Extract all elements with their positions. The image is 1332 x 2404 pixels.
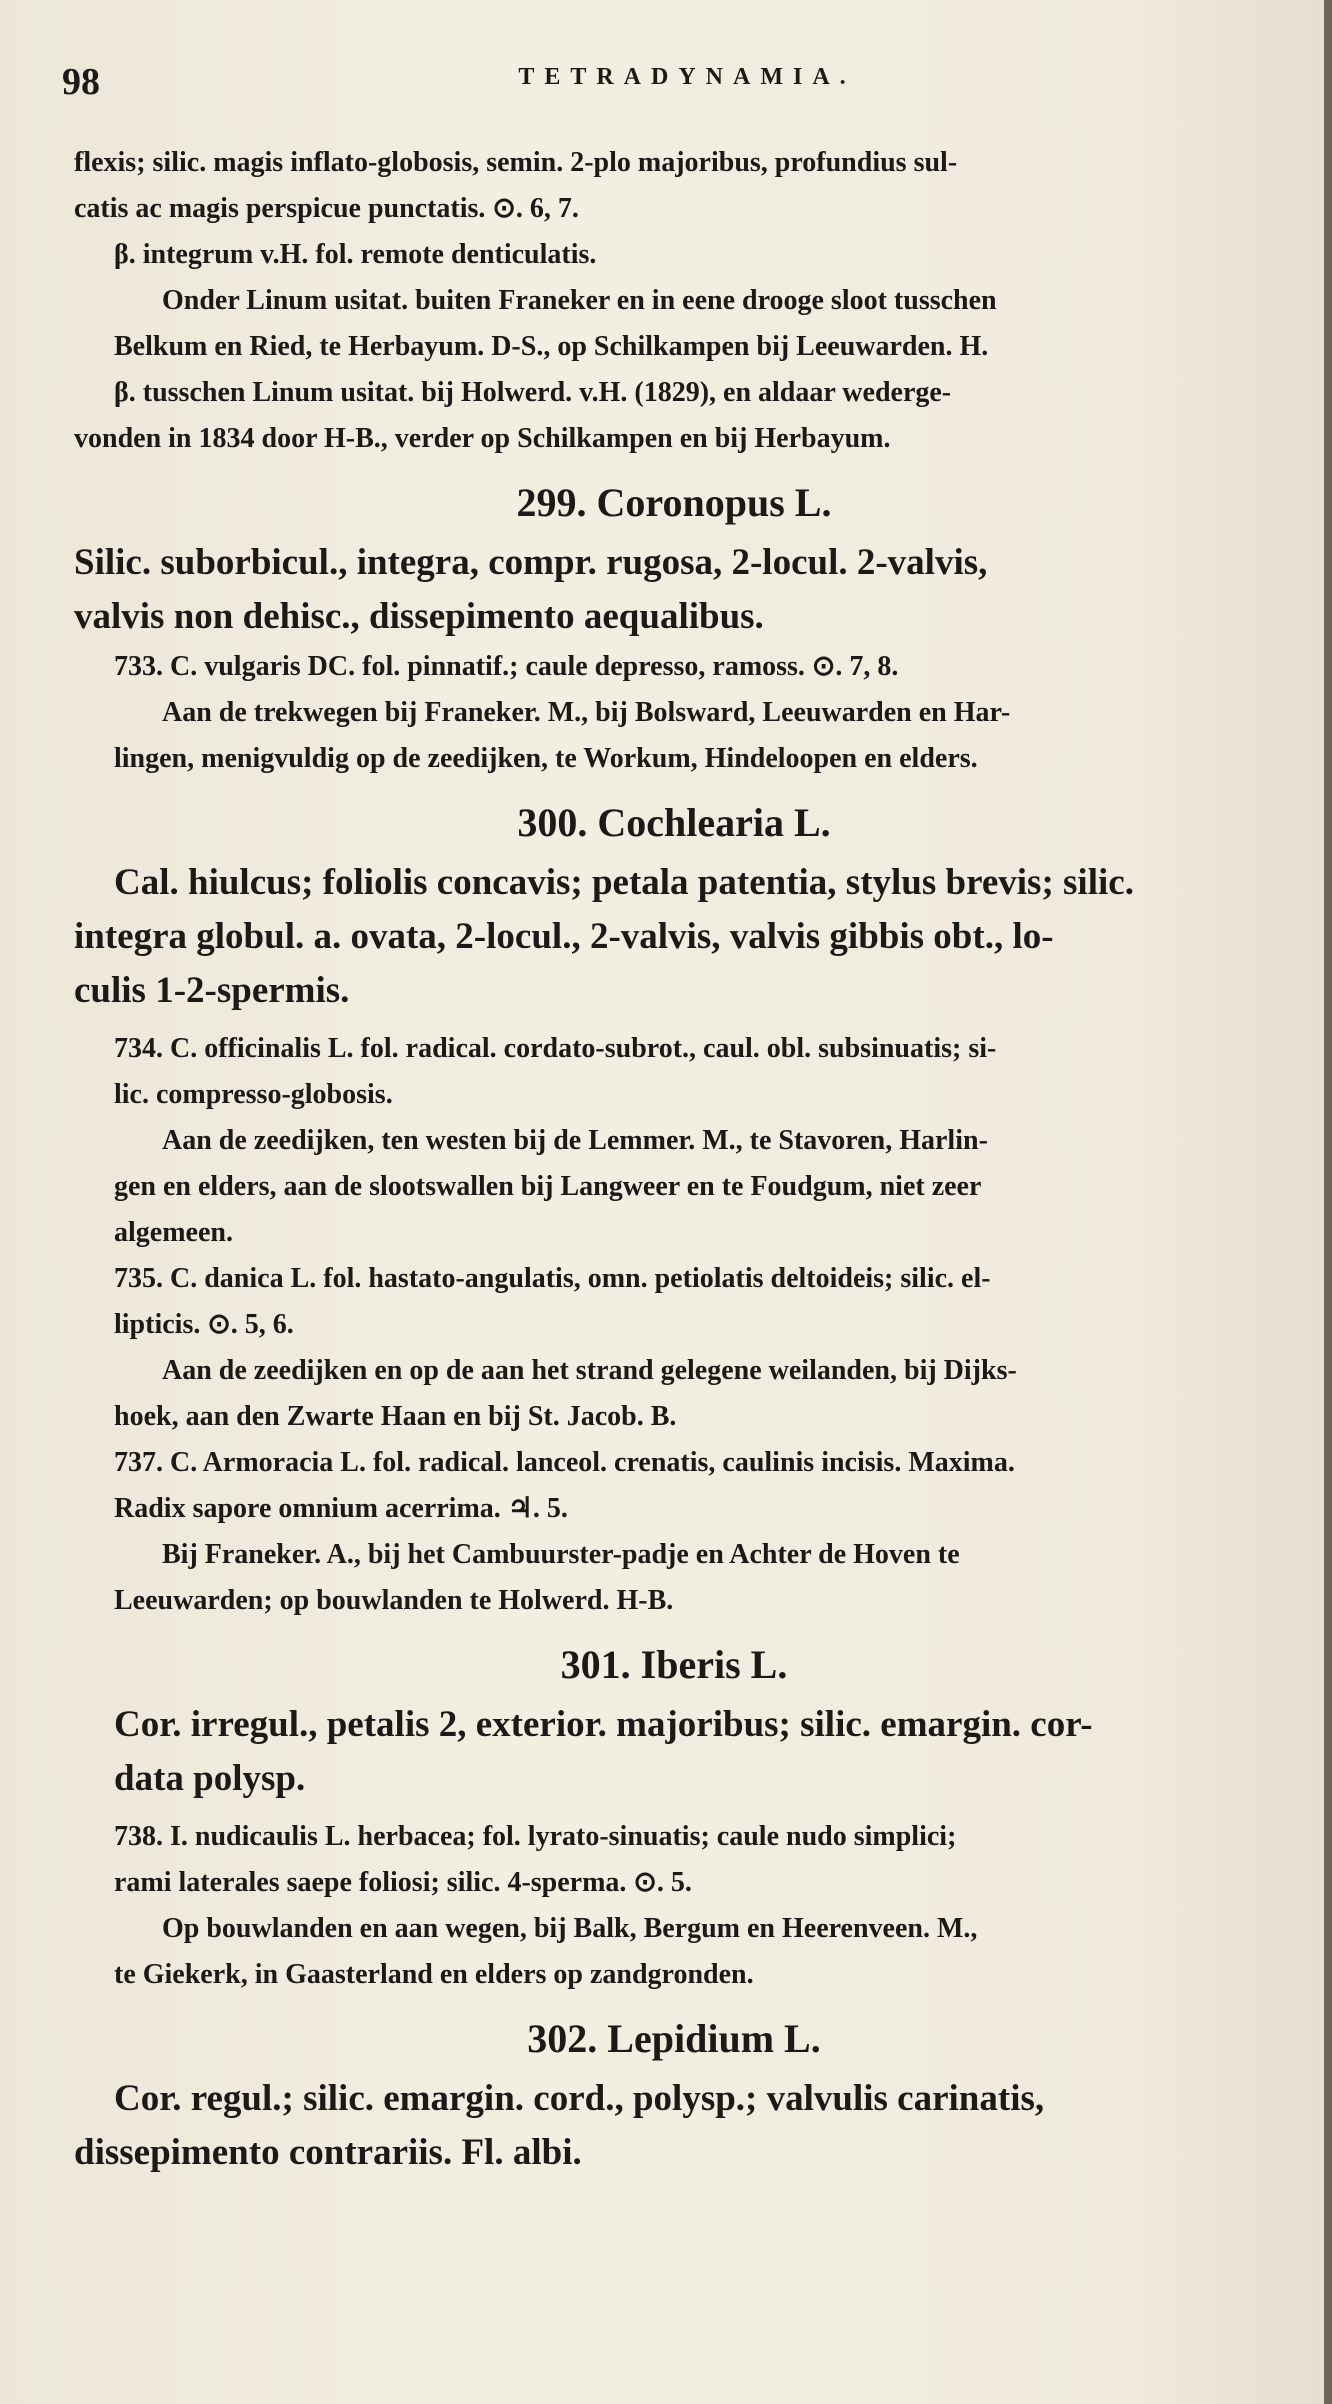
locality-line: Leeuwarden; op bouwlanden te Holwerd. H-B. xyxy=(114,1585,674,1616)
running-title: TETRADYNAMIA. xyxy=(518,64,856,90)
variety-line: β. integrum v.H. fol. remote denticulatis. xyxy=(114,239,597,270)
genus-description: data polysp. xyxy=(114,1758,306,1799)
genus-description: Cor. regul.; silic. emargin. cord., polysp.; valvulis carinatis, xyxy=(114,2078,1045,2119)
page-number: 98 xyxy=(62,61,100,103)
locality-line: Aan de trekwegen bij Franeker. M., bij Bolsward, Leeuwarden en Har- xyxy=(162,697,1011,728)
text-line: catis ac magis perspicue punctatis. ⊙. 6, 7. xyxy=(74,193,579,224)
genus-heading: 300. Cochlearia L. xyxy=(517,800,831,845)
locality-line: algemeen. xyxy=(114,1217,233,1248)
genus-description: culis 1-2-spermis. xyxy=(74,970,350,1011)
species-entry: lipticis. ⊙. 5, 6. xyxy=(114,1309,294,1340)
genus-description: integra globul. a. ovata, 2-locul., 2-valvis, valvis gibbis obt., lo- xyxy=(74,916,1054,957)
species-entry: lic. compresso-globosis. xyxy=(114,1079,393,1110)
genus-description: Silic. suborbicul., integra, compr. rugosa, 2-locul. 2-valvis, xyxy=(74,542,988,583)
genus-description: Cal. hiulcus; foliolis concavis; petala patentia, stylus brevis; silic. xyxy=(114,862,1134,903)
locality-line: Onder Linum usitat. buiten Franeker en in eene drooge sloot tusschen xyxy=(162,285,997,316)
genus-heading: 302. Lepidium L. xyxy=(527,2016,821,2061)
species-entry: Radix sapore omnium acerrima. ♃. 5. xyxy=(114,1493,568,1524)
locality-line: vonden in 1834 door H-B., verder op Schilkampen en bij Herbayum. xyxy=(74,423,891,454)
genus-heading: 299. Coronopus L. xyxy=(516,480,832,525)
genus-description: Cor. irregul., petalis 2, exterior. majoribus; silic. emargin. cor- xyxy=(114,1704,1093,1745)
locality-line: gen en elders, aan de slootswallen bij Langweer en te Foudgum, niet zeer xyxy=(114,1171,982,1202)
page-header xyxy=(62,60,1272,110)
locality-line: Aan de zeedijken en op de aan het strand gelegene weilanden, bij Dijks- xyxy=(162,1355,1017,1386)
locality-line: lingen, menigvuldig op de zeedijken, te Workum, Hindeloopen en elders. xyxy=(114,743,978,774)
species-entry: 733. C. vulgaris DC. fol. pinnatif.; caule depresso, ramoss. ⊙. 7, 8. xyxy=(114,651,899,682)
page-body xyxy=(74,140,1274,2180)
page-edge xyxy=(1324,0,1332,2404)
locality-line: Aan de zeedijken, ten westen bij de Lemmer. M., te Stavoren, Harlin- xyxy=(162,1125,988,1156)
species-entry: 734. C. officinalis L. fol. radical. cordato-subrot., caul. obl. subsinuatis; si- xyxy=(114,1033,997,1064)
locality-line: hoek, aan den Zwarte Haan en bij St. Jacob. B. xyxy=(114,1401,677,1432)
locality-line: Op bouwlanden en aan wegen, bij Balk, Bergum en Heerenveen. M., xyxy=(162,1913,978,1944)
locality-line: β. tusschen Linum usitat. bij Holwerd. v.H. (1829), en aldaar wederge- xyxy=(114,377,952,408)
genus-heading: 301. Iberis L. xyxy=(560,1642,788,1687)
locality-line: Belkum en Ried, te Herbayum. D-S., op Schilkampen bij Leeuwarden. H. xyxy=(114,331,989,362)
species-entry: rami laterales saepe foliosi; silic. 4-sperma. ⊙. 5. xyxy=(114,1867,692,1898)
species-entry: 738. I. nudicaulis L. herbacea; fol. lyrato-sinuatis; caule nudo simplici; xyxy=(114,1821,957,1852)
genus-description: valvis non dehisc., dissepimento aequalibus. xyxy=(74,596,764,637)
locality-line: te Giekerk, in Gaasterland en elders op zandgronden. xyxy=(114,1959,754,1990)
species-entry: 737. C. Armoracia L. fol. radical. lanceol. crenatis, caulinis incisis. Maxima. xyxy=(114,1447,1015,1478)
locality-line: Bij Franeker. A., bij het Cambuurster-padje en Achter de Hoven te xyxy=(162,1539,960,1570)
genus-description: dissepimento contrariis. Fl. albi. xyxy=(74,2132,582,2173)
text-line: flexis; silic. magis inflato-globosis, semin. 2-plo majoribus, profundius sul- xyxy=(74,147,958,178)
species-entry: 735. C. danica L. fol. hastato-angulatis, omn. petiolatis deltoideis; silic. el- xyxy=(114,1263,991,1294)
